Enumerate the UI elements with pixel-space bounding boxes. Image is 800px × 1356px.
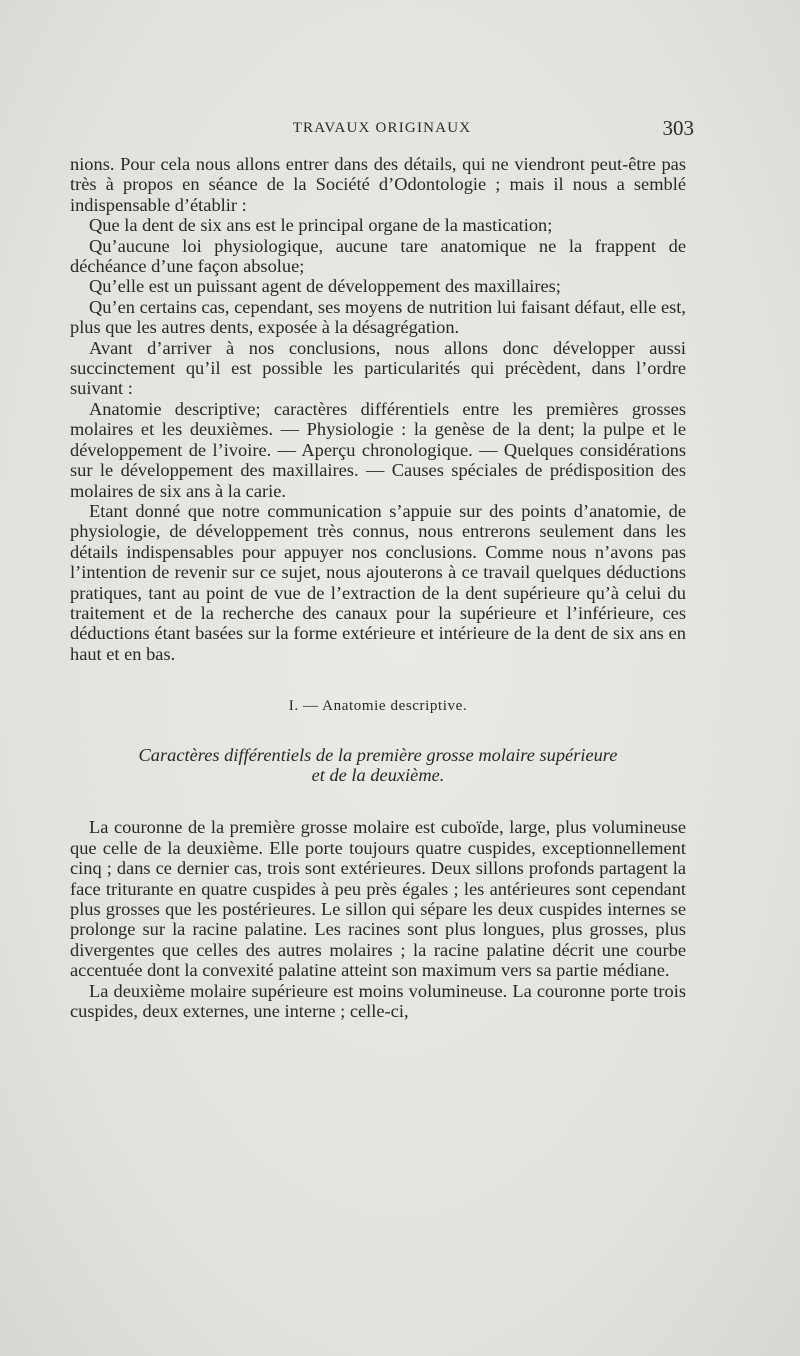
subtitle-line: et de la deuxième.: [311, 764, 445, 785]
paragraph: Que la dent de six ans est le principal organe de la mastication;: [89, 215, 553, 236]
page-number: 303: [662, 116, 694, 140]
page-header: [70, 116, 694, 146]
paragraph: Etant donné que notre communication s’appuie sur des points d’anatomie, de physiologie, de développement très connus, nous entrerons seulement dans les détails indispensables pour appuyer nos conclusions. Comme nous n’avons pas l’intention de revenir sur ce sujet, nous ajouterons à ce travail quelques déductions pratiques, tant au point de vue de l’extraction de la dent supérieure qu’à celui du traitement et de la recherche des canaux pour la supérieure et l’inférieure, ces déductions étant basées sur la forme extérieure et intérieure de la dent de six ans en haut et en bas.: [70, 500, 686, 664]
paragraph: nions. Pour cela nous allons entrer dans des détails, qui ne viendront peut-être pas très à propos en séance de la Société d’Odontologie ; mais il nous a semblé indispensable d’établir :: [70, 154, 686, 215]
subtitle-line: Caractères différentiels de la première grosse molaire supérieure: [138, 744, 618, 765]
paragraph: Qu’aucune loi physiologique, aucune tare anatomique ne la frappent de déchéance d’une façon absolue;: [70, 235, 686, 277]
paragraph: La couronne de la première grosse molaire est cuboïde, large, plus volumineuse que celle de la deuxième. Elle porte toujours quatre cuspides, exceptionnellement cinq ; dans ce dernier cas, trois sont extérieures. Deux sillons profonds partagent la face triturante en quatre cuspides à peu près égales ; les antérieures sont cependant plus grosses que les postérieures. Le sillon qui sépare les deux cuspides internes se prolonge sur la racine palatine. Les racines sont plus longues, plus grosses, plus divergentes que celles des autres molaires ; la racine palatine décrit une courbe accentuée dont la convexité palatine atteint son maximum vers sa partie médiane.: [70, 817, 686, 981]
body-text: [70, 154, 686, 1021]
running-title: TRAVAUX ORIGINAUX: [292, 120, 472, 136]
paragraph: Qu’elle est un puissant agent de développement des maxillaires;: [89, 276, 561, 297]
paragraph: Anatomie descriptive; caractères différentiels entre les premières grosses molaires et les deuxièmes. — Physiologie : la genèse de la dent; la pulpe et le développement de l’ivoire. — Aperçu chronologique. — Quelques considérations sur le développement des maxillaires. — Causes spéciales de prédisposition des molaires de six ans à la carie.: [70, 398, 686, 501]
section-subtitle: [70, 745, 686, 786]
paragraph: La deuxième molaire supérieure est moins volumineuse. La couronne porte trois cuspides, deux externes, une interne ; celle-ci,: [70, 980, 686, 1022]
paragraph: Qu’en certains cas, cependant, ses moyens de nutrition lui faisant défaut, elle est, plus que les autres dents, exposée à la désagrégation.: [70, 296, 686, 338]
section-title: I. — Anatomie descriptive.: [288, 698, 468, 715]
paragraph: Avant d’arriver à nos conclusions, nous allons donc développer aussi succinctement qu’il est possible les particularités qui précèdent, dans l’ordre suivant :: [70, 337, 686, 399]
